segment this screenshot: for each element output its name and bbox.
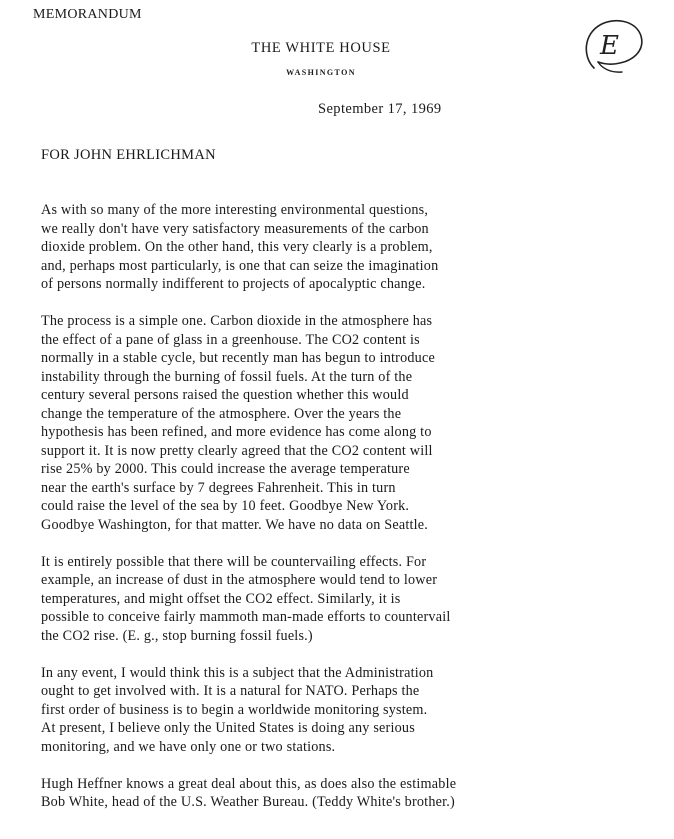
stamp-letter: E	[600, 31, 619, 61]
memo-date: September 17, 1969	[318, 101, 442, 117]
memo-line: the effect of a pane of glass in a greenhouse. The CO2 content is	[41, 331, 420, 348]
memo-line: ought to get involved with. It is a natural for NATO. Perhaps the	[41, 683, 420, 699]
memo-line: Goodbye Washington, for that matter. We have no data on Seattle.	[41, 516, 429, 533]
memo-line: change the temperature of the atmosphere. Over the years the	[41, 405, 402, 422]
memo-line: monitoring, and we have only one or two stations.	[41, 738, 336, 755]
memo-line: first order of business is to begin a worldwide monitoring system.	[41, 701, 428, 718]
handwritten-e-stamp	[580, 16, 646, 78]
memo-line: Hugh Heffner knows a great deal about this, as does also the estimable	[41, 775, 457, 792]
memo-line: In any event, I would think this is a subject that the Administration	[41, 664, 434, 681]
memo-line: example, an increase of dust in the atmosphere would tend to lower	[41, 572, 438, 588]
memo-paragraph	[41, 553, 671, 646]
memo-line: support it. It is now pretty clearly agreed that the CO2 content will	[41, 442, 433, 459]
memo-line: of persons normally indifferent to projects of apocalyptic change.	[41, 276, 426, 292]
memo-line: hypothesis has been refined, and more evidence has come along to	[41, 424, 432, 440]
memo-line: Bob White, head of the U.S. Weather Bureau. (Teddy White's brother.)	[41, 794, 455, 810]
memo-line: possible to conceive fairly mammoth man-made efforts to countervail	[41, 609, 451, 625]
memo-label: MEMORANDUM	[33, 7, 142, 22]
memo-line: near the earth's surface by 7 degrees Fahrenheit. This in turn	[41, 479, 396, 496]
memo-line: the CO2 rise. (E. g., stop burning fossil fuels.)	[41, 627, 313, 644]
memo-recipient: FOR JOHN EHRLICHMAN	[41, 147, 216, 163]
letterhead-title: THE WHITE HOUSE	[251, 40, 391, 56]
memo-paragraph	[41, 664, 671, 757]
letterhead-city: WASHINGTON	[286, 68, 356, 77]
memo-paragraph	[41, 312, 671, 534]
memo-line: instability through the burning of fossil fuels. At the turn of the	[41, 368, 413, 385]
memo-line: could raise the level of the sea by 10 feet. Goodbye New York.	[41, 498, 410, 514]
memo-line: rise 25% by 2000. This could increase the average temperature	[41, 461, 410, 477]
memo-line: dioxide problem. On the other hand, this very clearly is a problem,	[41, 239, 433, 255]
memo-line: normally in a stable cycle, but recently man has begun to introduce	[41, 350, 435, 366]
memo-line: As with so many of the more interesting environmental questions,	[41, 202, 429, 218]
memo-body	[41, 201, 671, 830]
memo-line: we really don't have very satisfactory measurements of the carbon	[41, 220, 429, 237]
memo-line: At present, I believe only the United States is doing any serious	[41, 720, 415, 736]
memo-line: The process is a simple one. Carbon dioxide in the atmosphere has	[41, 313, 433, 329]
memo-line: temperatures, and might offset the CO2 effect. Similarly, it is	[41, 590, 401, 607]
memo-line: It is entirely possible that there will be countervailing effects. For	[41, 553, 427, 570]
memo-paragraph	[41, 775, 671, 812]
memo-line: century several persons raised the question whether this would	[41, 387, 409, 403]
memo-paragraph	[41, 201, 671, 294]
memo-line: and, perhaps most particularly, is one that can seize the imagination	[41, 257, 439, 274]
